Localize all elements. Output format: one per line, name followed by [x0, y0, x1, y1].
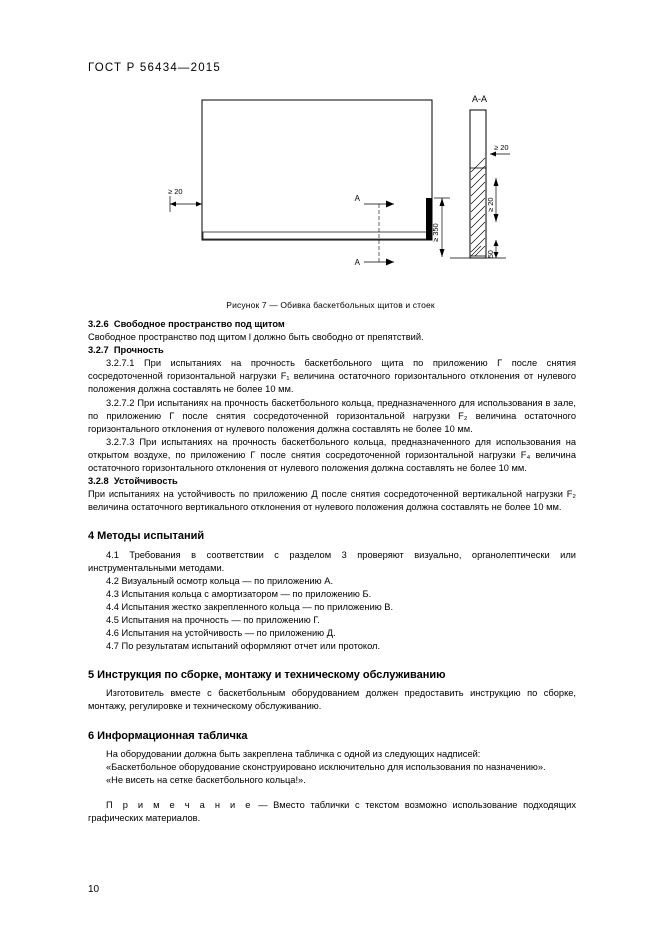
heading-3-2-7	[88, 344, 576, 357]
paragraph-4-3: 4.3 Испытания кольца с амортизатором — по приложению Б.	[106, 588, 372, 599]
svg-text:А: А	[354, 194, 360, 203]
heading-3-2-6-text: Свободное пространство под щитом	[113, 319, 285, 329]
figure-drawing	[150, 92, 550, 302]
paragraph-6: На оборудовании должна быть закреплена табличка с одной из следующих надписей:	[106, 748, 481, 759]
note-text: — Вместо таблички с текстом возможно использование подходящих графических материалов.	[88, 799, 576, 823]
paragraph-3-2-7-1: 3.2.7.1 При испытаниях на прочность баскетбольного щита по приложению Г после снятия сосредоточенной горизонтальной нагрузки F₁ величина остаточного горизонтального отклонения от нулевого положения должна составлять не более 10 мм.	[88, 358, 576, 395]
note-block	[88, 799, 576, 825]
svg-text:А-А: А-А	[472, 94, 488, 104]
paragraph-4-1: 4.1 Требования в соответствии с разделом 3 проверяют визуально, органолептически или инструментальными методами.	[88, 549, 576, 573]
svg-text:50: 50	[488, 250, 495, 258]
paragraph-3-2-6: Свободное пространство под щитом l должно быть свободно от препятствий.	[88, 332, 424, 343]
paragraph-5: Изготовитель вместе с баскетбольным оборудованием должен предоставить инструкцию по сборке, монтажу, регулировке и техническому обслуживанию.	[88, 688, 576, 712]
paragraph-4-2: 4.2 Визуальный осмотр кольца — по приложению А.	[106, 575, 334, 586]
page-header	[88, 62, 221, 74]
heading-3-2-7-num: 3.2.7	[88, 345, 109, 356]
heading-3-2-6	[88, 318, 576, 331]
figure-caption: Рисунок 7 — Обивка баскетбольных щитов и стоек	[226, 300, 435, 310]
page-number: 10	[88, 884, 100, 895]
paragraph-3-2-7-2: 3.2.7.2 При испытаниях на прочность баскетбольного кольца, предназначенного для использования в зале, по приложению Г после снятия сосредоточенной горизонтальной нагрузки F₂ величина остаточного горизонтального отклонения от нулевого положения должна составлять не более 10 мм.	[88, 397, 576, 434]
paragraph-4-5: 4.5 Испытания на прочность — по приложению Г.	[106, 614, 320, 625]
heading-3-2-8-num: 3.2.8	[88, 476, 109, 487]
paragraph-4-7: 4.7 По результатам испытаний оформляют отчет или протокол.	[106, 641, 381, 652]
heading-3-2-7-text: Прочность	[113, 345, 164, 356]
heading-section-4: 4 Методы испытаний	[88, 530, 205, 543]
paragraph-4-4: 4.4 Испытания жестко закрепленного кольца — по приложению В.	[106, 601, 394, 612]
paragraph-3-2-7-3: 3.2.7.3 При испытаниях на прочность баскетбольного кольца, предназначенного для использования на открытом воздухе, по приложению Г после снятия сосредоточенной горизонтальной нагрузки F₄ величина остаточного горизонтального отклонения от нулевого положения должна составлять не более 10 мм.	[88, 436, 576, 474]
heading-3-2-8-text: Устойчивость	[113, 476, 178, 487]
svg-text:≥ 350: ≥ 350	[431, 223, 440, 242]
heading-section-5: 5 Инструкция по сборке, монтажу и техническому обслуживанию	[88, 669, 446, 682]
svg-text:≥ 20: ≥ 20	[494, 143, 509, 152]
paragraph-6-line-1: «Баскетбольное оборудование сконструировано исключительно для использования по назначению».	[106, 761, 546, 772]
svg-text:≥ 20: ≥ 20	[168, 187, 183, 196]
note-label: П р и м е ч а н и е	[106, 799, 253, 810]
standard-number: ГОСТ Р 56434—2015	[88, 62, 221, 74]
svg-text:≥ 20: ≥ 20	[486, 197, 495, 212]
heading-3-2-8	[88, 475, 576, 488]
paragraph-3-2-8: При испытаниях на устойчивость по приложению Д после снятия сосредоточенной вертикальной нагрузки F₂ величина остаточного вертикального отклонения от нулевого положения должна составлять не более 10 мм.	[88, 489, 576, 513]
heading-3-2-6-num: 3.2.6	[88, 319, 109, 329]
heading-section-6: 6 Информационная табличка	[88, 729, 248, 742]
paragraph-6-line-2: «Не висеть на сетке баскетбольного кольца!».	[106, 774, 306, 785]
paragraph-4-6: 4.6 Испытания на устойчивость — по приложению Д.	[106, 628, 336, 639]
document-body	[88, 318, 576, 825]
svg-text:А: А	[354, 258, 360, 267]
figure-7	[150, 92, 550, 292]
